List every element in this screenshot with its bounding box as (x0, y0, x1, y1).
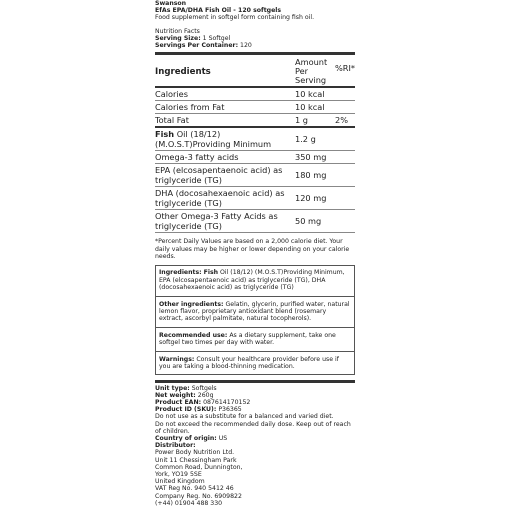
row-name (155, 127, 295, 151)
facts-title: Nutrition Facts (155, 27, 200, 35)
ingredients-body: Oil (18/12) (M.O.S.T)Providing Minimum, EPA (elcosapentaenoic acid) as triglyceride (TG), DHA (docosahexaenoic acid) as triglyceride (TG) (159, 269, 345, 292)
net-weight (155, 392, 355, 399)
amount-heading-line3: Serving (295, 75, 327, 86)
table-row (155, 101, 355, 114)
row-ri (335, 101, 355, 114)
servings-label: Servings Per Container: (155, 42, 239, 50)
table-row (155, 151, 355, 164)
row-name-line1: DHA (docosahexaenoic acid) as (155, 188, 285, 199)
distributor-label: Distributor: (155, 442, 196, 450)
label-header (155, 0, 355, 22)
row-ri (335, 151, 355, 164)
row-name: Calories (155, 87, 295, 101)
row-ri (335, 127, 355, 151)
table-row (155, 210, 355, 233)
other-ingredients-text (159, 301, 351, 323)
country-of-origin (155, 435, 355, 442)
facts-block (155, 28, 355, 50)
row-name-line1: EPA (elcosapentaenoic acid) as (155, 165, 283, 176)
ingredients-bold: Fish (203, 269, 219, 277)
row-name-line2: triglyceride (TG) (155, 175, 222, 186)
row-ri (335, 87, 355, 101)
row-name-rest: Oil (18/12) (174, 129, 221, 140)
ingredients-label: Ingredients: (159, 269, 202, 277)
net-weight-value: 260g (197, 391, 214, 399)
amount-heading-line1: Amount (295, 57, 328, 68)
warnings-text (159, 356, 351, 371)
divider (156, 327, 354, 328)
row-name (155, 210, 295, 233)
other-ingredients-body: Gelatin, glycerin, purified water, natural lemon flavor, proprietary antioxidant blend (rosemary extract, ascorbyl palmitate, natural tocopherols). (159, 300, 350, 323)
other-ingredients-label: Other ingredients: (159, 300, 224, 308)
origin-value: US (218, 434, 228, 442)
servings-per-container (155, 42, 355, 49)
daily-value-footnote: *Percent Daily Values are based on a 2,000 calorie diet. Your daily values may be higher or lower depending on your calorie needs. (155, 238, 350, 261)
distributor-line: Unit 11 Chessingham Park (155, 456, 237, 464)
info-box (155, 265, 355, 374)
table-header-row (155, 57, 355, 87)
serving-size-value: 1 Softgel (202, 34, 231, 42)
distributor-line: Company Reg. No. 6909822 (155, 492, 242, 500)
recommended-use-label: Recommended use: (159, 331, 228, 339)
recommended-use-body: As a dietary supplement, take one softgel two times per day with water. (159, 331, 336, 347)
ingredients-text (159, 269, 351, 291)
row-ri (335, 164, 355, 187)
row-amount: 10 kcal (295, 87, 335, 101)
distributor-line: VAT Reg No. 940 5412 46 (155, 485, 234, 493)
table-row (155, 87, 355, 101)
ean-label: Product EAN: (155, 398, 202, 406)
ingredients-heading: Ingredients (155, 66, 211, 77)
row-name-line2: triglyceride (TG) (155, 221, 222, 232)
divider (156, 351, 354, 352)
table-row (155, 114, 355, 128)
row-name-bold: Fish (155, 129, 175, 140)
row-name (155, 187, 295, 210)
product-details (155, 380, 355, 507)
product-description: Food supplement in softgel form containing fish oil. (155, 14, 315, 22)
recommended-use-text (159, 332, 351, 347)
unit-type (155, 385, 355, 392)
row-name: Calories from Fat (155, 101, 295, 114)
divider (156, 296, 354, 297)
row-amount: 50 mg (295, 210, 335, 233)
product-id-label: Product ID (SKU): (155, 406, 217, 414)
product-id (155, 406, 355, 413)
row-amount: 180 mg (295, 164, 335, 187)
row-name: Omega-3 fatty acids (155, 151, 295, 164)
distributor-line: Common Road, Dunnington, (155, 463, 243, 471)
product-name: EfAs EPA/DHA Fish Oil - 120 softgels (155, 7, 282, 15)
amount-heading (295, 57, 335, 87)
brand-name: Swanson (155, 0, 187, 7)
row-ri (335, 210, 355, 233)
row-amount: 10 kcal (295, 101, 335, 114)
row-amount: 1 g (295, 114, 335, 128)
row-name (155, 164, 295, 187)
amount-heading-line2: Per (295, 66, 309, 77)
serving-size (155, 35, 355, 42)
row-ri (335, 187, 355, 210)
caution-line: Do not use as a substitute for a balanced and varied diet. (155, 413, 334, 421)
net-weight-label: Net weight: (155, 391, 196, 399)
caution-line: Do not exceed the recommended daily dose. Keep out of reach of children. (155, 420, 351, 435)
row-name-line2: (M.O.S.T)Providing Minimum (155, 139, 272, 150)
row-amount: 1.2 g (295, 127, 335, 151)
warnings-body: Consult your healthcare provider before use if you are taking a blood-thinning medication. (159, 355, 339, 371)
distributor-line: United Kingdom (155, 478, 205, 486)
row-name-line1: Other Omega-3 Fatty Acids as (155, 211, 278, 222)
row-name: Total Fat (155, 114, 295, 128)
nutrition-table (155, 57, 355, 233)
ri-heading: %RI* (335, 63, 355, 74)
product-id-value: P36365 (218, 406, 242, 414)
divider (155, 52, 355, 55)
table-row (155, 164, 355, 187)
row-amount: 120 mg (295, 187, 335, 210)
row-ri: 2% (335, 114, 355, 128)
unit-type-value: Softgels (191, 384, 217, 392)
servings-value: 120 (240, 42, 252, 50)
warnings-label: Warnings: (159, 355, 195, 363)
origin-label: Country of origin: (155, 434, 217, 442)
ean-value: 087614170152 (203, 398, 251, 406)
distributor-line: Power Body Nutrition Ltd. (155, 449, 235, 457)
unit-type-label: Unit type: (155, 384, 190, 392)
table-row (155, 127, 355, 151)
product-ean (155, 399, 355, 406)
distributor-line: York, YO19 5SE (155, 470, 202, 478)
distributor-line: (+44) 01904 488 330 (155, 499, 223, 507)
row-amount: 350 mg (295, 151, 335, 164)
supplement-label (155, 0, 355, 510)
serving-size-label: Serving Size: (155, 34, 201, 42)
table-row (155, 187, 355, 210)
row-name-line2: triglyceride (TG) (155, 198, 222, 209)
